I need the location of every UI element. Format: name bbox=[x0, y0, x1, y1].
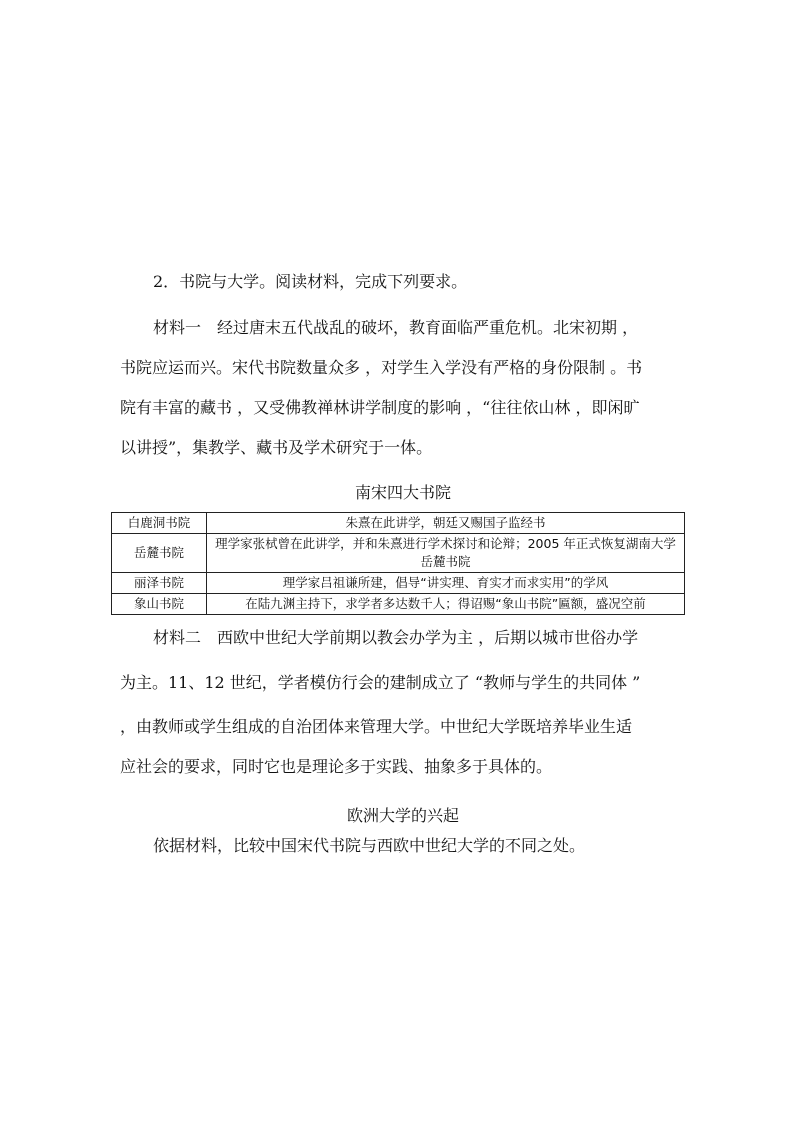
academies-table bbox=[111, 512, 685, 615]
academy-description: 在陆九渊主持下，求学者多达数千人；得诏赐“象山书院”匾额，盛况空前 bbox=[207, 594, 685, 615]
material-one-line: 以讲授”，集教学、藏书及学术研究于一体。 bbox=[120, 438, 433, 457]
academy-description: 理学家张栻曾在此讲学，并和朱熹进行学术探讨和论辩；2005 年正式恢复湖南大学岳麓书院 bbox=[207, 534, 685, 573]
table-row bbox=[112, 534, 685, 573]
material-two-line: 应社会的要求，同时它也是理论多于实践、抽象多于具体的。 bbox=[120, 757, 553, 776]
academy-name: 白鹿洞书院 bbox=[112, 513, 207, 534]
figure-caption: 欧洲大学的兴起 bbox=[346, 806, 459, 825]
material-one-line: 院有丰富的藏书 ，又受佛教禅林讲学制度的影响 ，“往往依山林 ，即闲旷 bbox=[120, 398, 640, 417]
academy-name: 岳麓书院 bbox=[112, 534, 207, 573]
material-two-line: 材料二 西欧中世纪大学前期以教会办学为主 ，后期以城市世俗办学 bbox=[153, 628, 639, 647]
table-row bbox=[112, 594, 685, 615]
requirement: 依据材料，比较中国宋代书院与西欧中世纪大学的不同之处。 bbox=[153, 836, 586, 855]
table-caption: 南宋四大书院 bbox=[354, 483, 451, 502]
academy-description: 朱熹在此讲学，朝廷又赐国子监经书 bbox=[207, 513, 685, 534]
material-two-line: ，由教师或学生组成的自治团体来管理大学。中世纪大学既培养毕业生适 bbox=[120, 717, 633, 736]
material-one-line: 书院应运而兴。宋代书院数量众多 ，对学生入学没有严格的身份限制 。书 bbox=[120, 358, 643, 377]
academy-description: 理学家吕祖谦所建，倡导“讲实理、育实才而求实用”的学风 bbox=[207, 573, 685, 594]
table-row bbox=[112, 513, 685, 534]
table-row bbox=[112, 573, 685, 594]
material-one-line: 材料一 经过唐末五代战乱的破坏，教育面临严重危机。北宋初期 ， bbox=[153, 318, 639, 337]
question-title: 2．书院与大学。阅读材料，完成下列要求。 bbox=[153, 272, 468, 291]
academy-name: 象山书院 bbox=[112, 594, 207, 615]
material-two-line: 为主。11、12 世纪，学者模仿行会的建制成立了 “教师与学生的共同体 ” bbox=[120, 673, 641, 692]
academy-name: 丽泽书院 bbox=[112, 573, 207, 594]
